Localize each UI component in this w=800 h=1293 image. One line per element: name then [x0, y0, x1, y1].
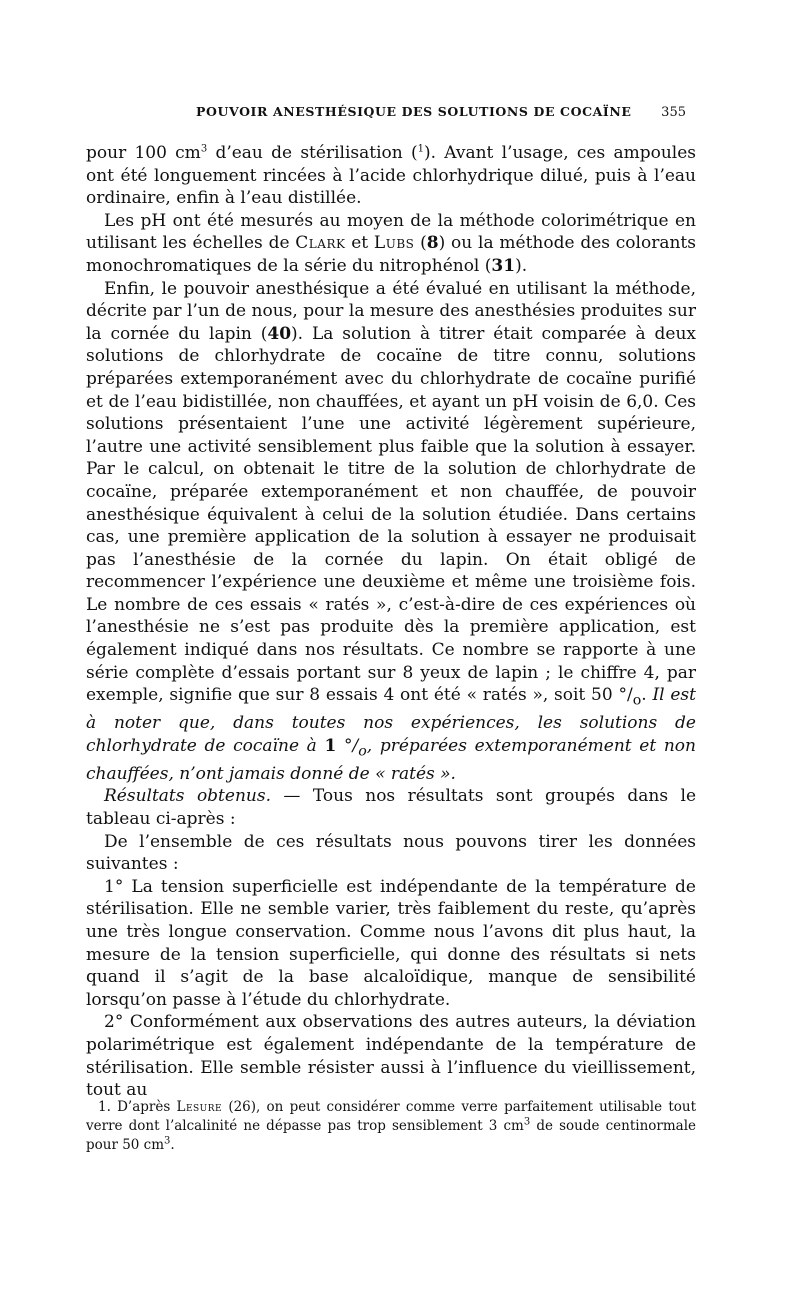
text-run: d’eau de stérilisation ( — [207, 143, 418, 163]
text-run: . — [641, 685, 653, 706]
reference-number: 40 — [267, 323, 292, 344]
superscript: 3 — [523, 1116, 531, 1128]
subscript: o — [632, 692, 642, 709]
reference-number: 8 — [426, 233, 439, 254]
text-run: (26), on peut considérer comme verre parfaitement utilisable tout verre dont l’alcalinité ne dépasse pas trop sensiblement 3 cm — [86, 1099, 696, 1134]
italic-text: , préparées extemporanément et non chauffées, n’ont jamais donné de « ratés ». — [86, 735, 696, 784]
text-run: D’après — [110, 1099, 177, 1115]
footnote-number: 1. — [98, 1099, 111, 1115]
text-run: et — [345, 233, 374, 254]
footnote-text — [86, 1098, 696, 1155]
author-name: Clark — [295, 233, 346, 254]
text-run: La tension superficielle est indépendante de la température de stérilisation. Elle ne semble varier, très faiblement du reste, qu’après une très longue conservation. Comme nous l’avons dit plus haut, la mesure de la tension superficielle, qui donne des résultats si nets quand il s’agit de la base alcaloïdique, manque de sensibilité lorsqu’on passe à l’étude du chlorhydrate. — [86, 876, 696, 1010]
superscript: 3 — [164, 1135, 171, 1147]
running-title: POUVOIR ANESTHÉSIQUE DES SOLUTIONS DE COCAÏNE — [196, 104, 632, 119]
page-number: 355 — [661, 105, 686, 120]
text-run: — Tous nos résultats sont groupés dans le tableau ci-après : — [86, 786, 697, 829]
item-number: 2° — [104, 1012, 124, 1033]
text-run: De l’ensemble de ces résultats nous pouvons tirer les données suivantes : — [86, 831, 696, 875]
footnote-marker: 1 — [417, 143, 424, 155]
text-run: ). Avant l’usage, ces ampoules ont été longuement rincées à l’acide chlorhydrique dilué, puis à l’eau ordinaire, enfin à l’eau distillée. — [86, 143, 696, 209]
paragraph-1 — [86, 142, 696, 210]
paragraph-2 — [86, 210, 696, 278]
footnote — [86, 1098, 696, 1155]
author-name: Lesure — [176, 1099, 223, 1115]
paragraph-5 — [86, 831, 696, 876]
bold-number: 1 — [324, 735, 337, 756]
text-run: de soude centinormale pour 50 cm — [86, 1118, 697, 1153]
reference-number: 31 — [491, 255, 516, 276]
item-number: 1° — [104, 876, 124, 897]
paragraph-7 — [86, 1011, 696, 1101]
paragraph-6 — [86, 876, 696, 1012]
subscript: o — [358, 743, 367, 760]
italic-text: Il est à noter que, dans toutes nos expériences, les solutions de chlorhydrate de cocaïne à — [86, 685, 696, 756]
text-run: ). — [515, 255, 528, 276]
italic-text: °/ — [336, 735, 359, 756]
text-run: ( — [414, 233, 427, 254]
paragraph-3 — [86, 278, 696, 786]
text-run: Conformément aux observations des autres auteurs, la déviation polarimétrique est également indépendante de la température de stérilisation. Elle semble résister aussi à l’influence du vieillissement, tout au — [86, 1012, 696, 1101]
running-header — [196, 104, 686, 120]
body-text — [86, 142, 696, 1102]
superscript: 3 — [200, 143, 208, 155]
text-run: . — [170, 1137, 175, 1153]
text-run: Les pH ont été mesurés au moyen de la méthode colorimétrique en utilisant les échelles de — [86, 210, 696, 254]
text-run: ) ou la méthode des colorants monochromatiques de la série du nitrophénol ( — [86, 233, 696, 276]
text-run: pour 100 cm — [86, 143, 201, 163]
text-run: Enfin, le pouvoir anesthésique a été évalué en utilisant la méthode, décrite par l’un de nous, pour la mesure des anesthésies produites sur la cornée du lapin ( — [86, 278, 696, 344]
text-run: ). La solution à titrer était comparée à deux solutions de chlorhydrate de cocaïne de titre connu, solutions préparées extemporanément avec du chlorhydrate de cocaïne purifié et de l’eau bidistillée, non chauffées, et ayant un pH voisin de 6,0. Ces solutions présentaient l’une une activité légèrement supérieure, l’autre une activité sensiblement plus faible que la solution à essayer. Par le calcul, on obtenait le titre de la solution de chlorhydrate de cocaïne, préparée extemporanément et non chauffée, de pouvoir anesthésique équivalent à celui de la solution étudiée. Dans certains cas, une première application de la solution à essayer ne produisait pas l’anesthésie de la cornée du lapin. On était obligé de recommencer l’expérience une deuxième et même une troisième fois. Le nombre de ces essais « ratés », c’est-à-dire de ces expériences où l’anesthésie ne s’est pas produite dès la première application, est également indiqué dans nos résultats. Ce nombre se rapporte à une série complète d’essais portant sur 8 yeux de lapin ; le chiffre 4, par exemple, signifie que sur 8 essais 4 ont été « ratés », soit 50 °/ — [86, 323, 696, 706]
paragraph-4 — [86, 785, 696, 830]
author-name: Lubs — [373, 233, 415, 254]
section-heading: Résultats obtenus. — [104, 786, 271, 807]
